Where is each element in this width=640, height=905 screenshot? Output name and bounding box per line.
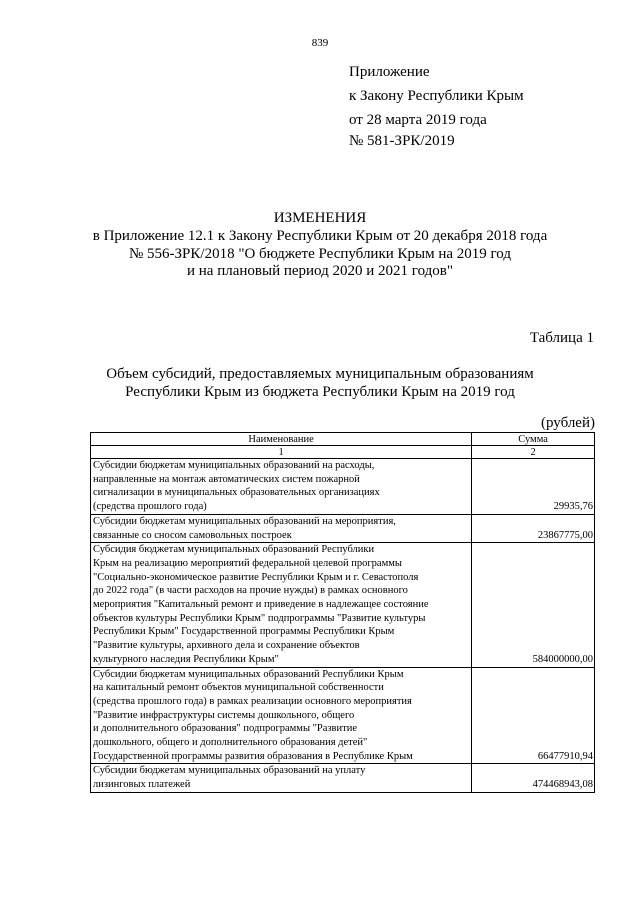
appendix-line-4: № 581-ЗРК/2019	[349, 133, 455, 149]
table-row	[91, 543, 595, 667]
subsidies-table	[90, 432, 595, 793]
index-cell-1: 1	[91, 446, 472, 459]
row-name: Субсидии бюджетам муниципальных образований на расходы, направленные на монтаж автоматических систем пожарной сигнализации в муниципальных образовательных организациях (средства прошлого года)	[91, 459, 472, 515]
row-name: Субсидии бюджетам муниципальных образований на уплату лизинговых платежей	[91, 764, 472, 792]
units-label: (рублей)	[540, 415, 595, 431]
header-amount: Сумма	[472, 433, 595, 446]
table-label: Таблица 1	[529, 330, 594, 346]
appendix-line-1: Приложение	[349, 64, 430, 80]
document-title: ИЗМЕНЕНИЯ	[273, 210, 367, 226]
row-name: Субсидии бюджетам муниципальных образований на мероприятия, связанные со сносом самовольных построек	[91, 514, 472, 542]
index-cell-2: 2	[472, 446, 595, 459]
row-amount: 23867775,00	[472, 514, 595, 542]
subtitle-line-1: в Приложение 12.1 к Закону Республики Крым от 20 декабря 2018 года	[92, 228, 548, 244]
caption-line-2: Республики Крым из бюджета Республики Крым на 2019 год	[125, 384, 515, 400]
table-index-row	[91, 446, 595, 459]
row-name: Субсидии бюджетам муниципальных образований Республики Крым на капитальный ремонт объектов муниципальной собственности (средства прошлого года) в рамках реализации основного мероприятия "Развитие инфраструктуры системы дошкольного, общего и дополнительного образования" подпрограммы "Развитие дошкольного, общего и дополнительного образования детей" Государственной программы развития образования в Республике Крым	[91, 667, 472, 764]
row-amount: 29935,76	[472, 459, 595, 515]
table-row	[91, 667, 595, 764]
document-subtitle	[0, 228, 640, 281]
row-amount: 474468943,08	[472, 764, 595, 792]
row-name: Субсидия бюджетам муниципальных образований Республики Крым на реализацию мероприятий федеральной целевой программы "Социально-экономическое развитие Республики Крым и г. Севастополя до 2022 года" (в части расходов на прочие нужды) в рамках основного мероприятия "Капитальный ремонт и приведение в надлежащее состояние объектов культуры Республики Крым" подпрограммы "Развитие культуры Республики Крым" Государственной программы Республики Крым "Развитие культуры, архивного дела и сохранение объектов культурного наследия Республики Крым"	[91, 543, 472, 667]
caption-line-1: Объем субсидий, предоставляемых муниципальным образованиям	[106, 366, 534, 382]
table-row	[91, 459, 595, 515]
row-amount: 66477910,94	[472, 667, 595, 764]
table-row	[91, 514, 595, 542]
subtitle-line-2: № 556-ЗРК/2018 "О бюджете Республики Крым на 2019 год	[128, 245, 512, 262]
table-caption	[0, 365, 640, 401]
page-number: 839	[311, 37, 329, 49]
appendix-header	[349, 60, 524, 151]
table-row	[91, 764, 595, 792]
table-header-row	[91, 433, 595, 446]
row-amount: 584000000,00	[472, 543, 595, 667]
appendix-line-3: от 28 марта 2019 года	[349, 112, 487, 128]
subtitle-line-3: и на плановый период 2020 и 2021 годов"	[187, 263, 453, 279]
header-name: Наименование	[91, 433, 472, 446]
appendix-line-2: к Закону Республики Крым	[349, 88, 524, 104]
